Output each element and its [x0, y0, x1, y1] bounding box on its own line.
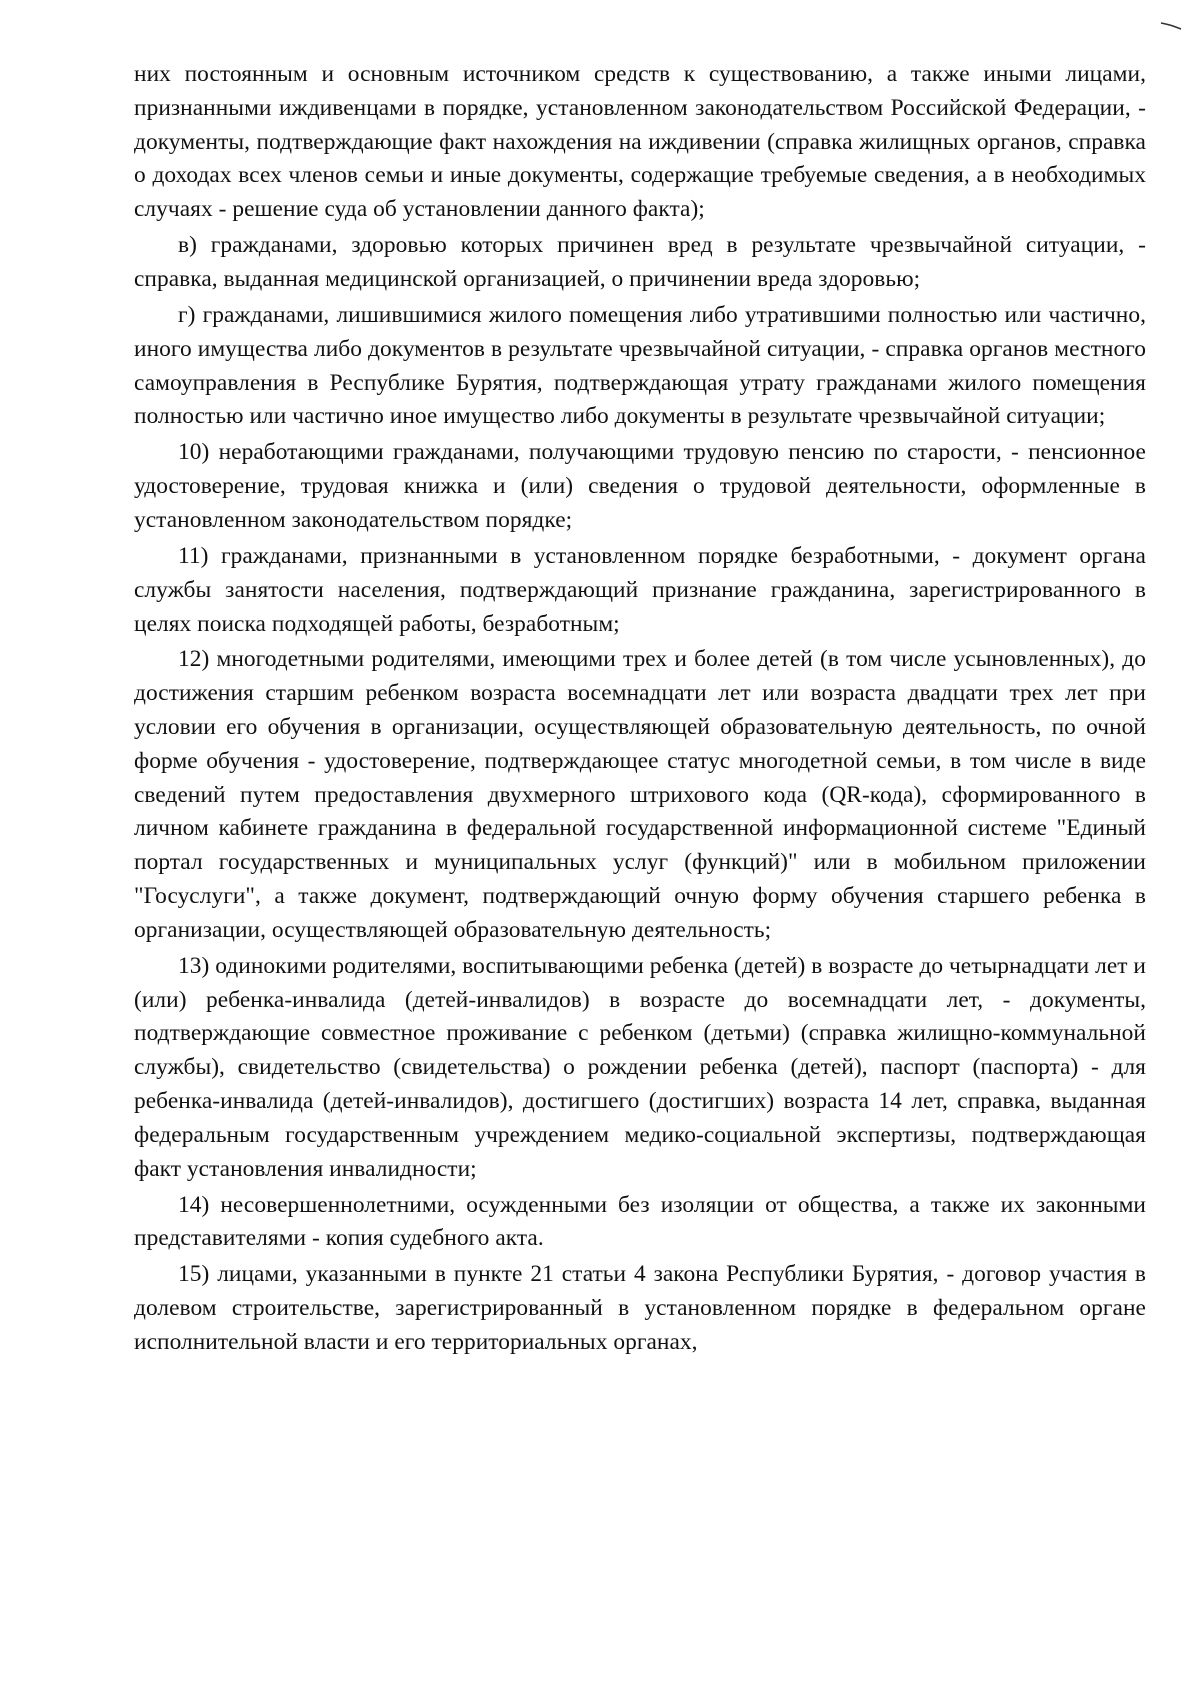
scan-artifact-mark — [1160, 22, 1182, 30]
paragraph-item-g-lost-housing: г) гражданами, лишившимися жилого помещения либо утратившими полностью или частично, иного имущества либо документов в результате чрезвычайной ситуации, - справка органов местного самоуправления в Республике Бурятия, подтверждающая утрату гражданами жилого помещения полностью или частично иное имущество либо документы в результате чрезвычайной ситуации; — [134, 301, 1146, 430]
paragraph-item-13-single-parents: 13) одинокими родителями, воспитывающими ребенка (детей) в возрасте до четырнадцати лет и (или) ребенка-инвалида (детей-инвалидов) в возрасте до восемнадцати лет, - документы, подтверждающие совместное проживание с ребенком (детьми) (справка жилищно-коммунальной службы), свидетельство (свидетельства) о рождении ребенка (детей), паспорт (паспорта) - для ребенка-инвалида (детей-инвалидов), достигшего (достигших) возраста 14 лет, справка, выданная федеральным государственным учреждением медико-социальной экспертизы, подтверждающая факт установления инвалидности; — [134, 952, 1146, 1182]
paragraph-item-11-unemployed: 11) гражданами, признанными в установленном порядке безработными, - документ органа службы занятости населения, подтверждающий признание гражданина, зарегистрированного в целях поиска подходящей работы, безработным; — [134, 542, 1146, 637]
paragraph-item-12-large-families: 12) многодетными родителями, имеющими трех и более детей (в том числе усыновленных), до достижения старшим ребенком возраста восемнадцати лет или возраста двадцати трех лет при условии его обучения в организации, осуществляющей образовательную деятельность, по очной форме обучения - удостоверение, подтверждающее статус многодетной семьи, в том числе в виде сведений путем предоставления двухмерного штрихового кода (QR-кода), сформированного в личном кабинете гражданина в федеральной государственной информационной системе "Единый портал государственных и муниципальных услуг (функций)" или в мобильном приложении "Госуслуги", а также документ, подтверждающий очную форму обучения старшего ребенка в организации, осуществляющей образовательную деятельность; — [134, 646, 1146, 943]
document-text — [134, 58, 1146, 1362]
paragraph-dependents-continuation: них постоянным и основным источником средств к существованию, а также иными лицами, признанными иждивенцами в порядке, установленном законодательством Российской Федерации, - документы, подтверждающие факт нахождения на иждивении (справка жилищных органов, справка о доходах всех членов семьи и иные документы, содержащие требуемые сведения, а в необходимых случаях - решение суда об установлении данного факта); — [134, 61, 1146, 223]
paragraph-item-v-health-harm: в) гражданами, здоровью которых причинен вред в результате чрезвычайной ситуации, - справка, выданная медицинской организацией, о причинении вреда здоровью; — [134, 232, 1146, 292]
paragraph-item-10-pensioners: 10) неработающими гражданами, получающими трудовую пенсию по старости, - пенсионное удостоверение, трудовая книжка и (или) сведения о трудовой деятельности, оформленные в установленном законодательством порядке; — [134, 439, 1146, 533]
paragraph-item-15-shared-construction: 15) лицами, указанными в пункте 21 статьи 4 закона Республики Бурятия, - договор участия в долевом строительстве, зарегистрированный в установленном порядке в федеральном органе исполнительной власти и его территориальных органах, — [134, 1261, 1146, 1355]
paragraph-item-14-minors-convicted: 14) несовершеннолетними, осужденными без изоляции от общества, а также их законными представителями - копия судебного акта. — [134, 1191, 1146, 1252]
